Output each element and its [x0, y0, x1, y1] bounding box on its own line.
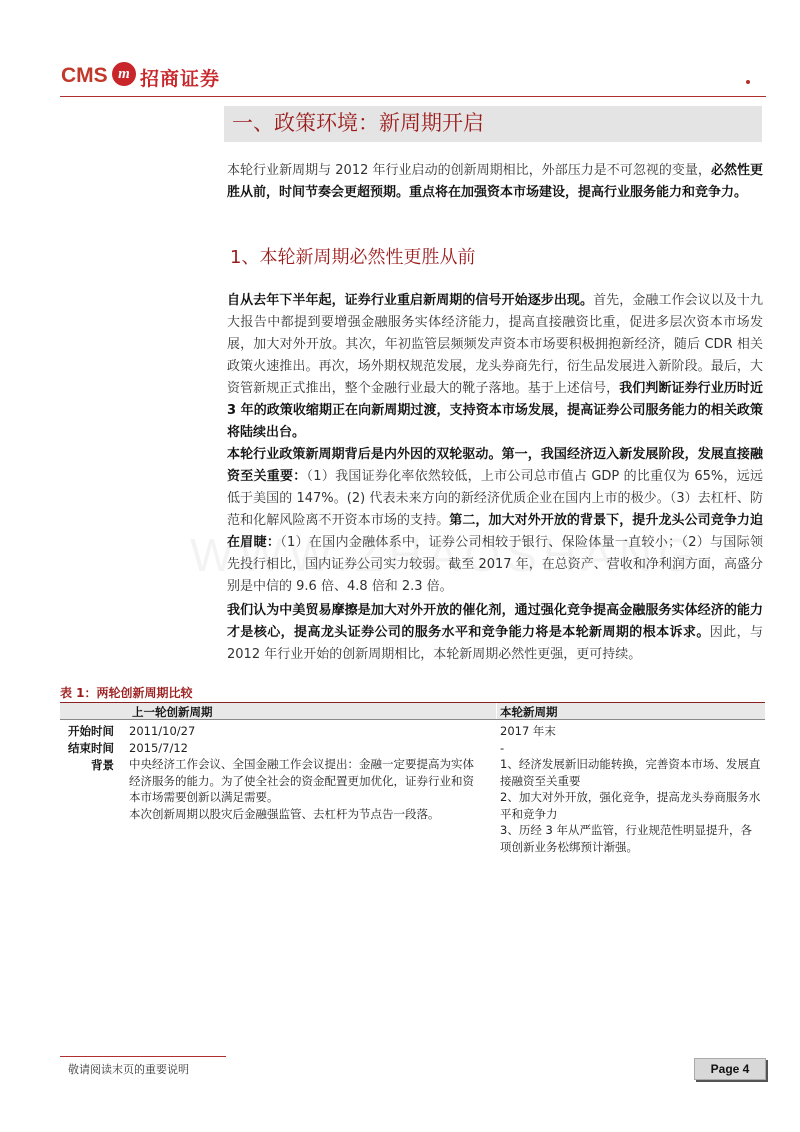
intro-bold-text: 必然性更胜从前，时间节奏会更超预期。重点将在加强资本市场建设，提高行业服务能力和竞争力。 [227, 163, 763, 200]
footer-note: 敬请阅读末页的重要说明 [68, 1063, 189, 1076]
paragraph-3 [227, 600, 763, 666]
background-prev-2: 本次创新周期以股灾后金融强监管、去杠杆为节点告一段落。 [129, 806, 440, 821]
paragraph-2 [227, 444, 763, 598]
p1-bold-lead: 自从去年下半年起，证券行业重启新周期的信号开始逐步出现。 [227, 293, 594, 308]
background-curr-1: 1、经济发展新旧动能转换，完善资本市场、发展直接融资至关重要 [500, 757, 761, 788]
p1-body: 首先，金融工作会议以及十九大报告中都提到要增强金融服务实体经济能力，提高直接融资比重，促进多层次资本市场发展，加大对外开放。其次，年初监管层频频发声资本市场要积极拥抱新经济，随后 CDR 相关政策火速推出。再次，场外期权规范发展，龙头券商先行，衍生品发展进入新阶段。最后，大资管新规正式推出，整个金融行业最大的靴子落地。基于上述信号， [227, 293, 763, 396]
row-label-end: 结束时间 [68, 741, 114, 755]
background-curr-2: 2、加大对外开放，强化竞争，提高龙头券商服务水平和竞争力 [500, 790, 761, 821]
cell-background-prev [129, 756, 479, 822]
cell-background-curr [500, 756, 762, 855]
cell-end-prev: 2015/7/12 [129, 741, 188, 755]
p2-bold-second: 第二，加大对外开放的背景下，提升龙头公司竞争力迫在眉睫： [227, 513, 763, 550]
logo-mark-icon: m [112, 62, 136, 86]
header-divider [60, 96, 766, 97]
subsection-title: 1、本轮新周期必然性更胜从前 [230, 247, 476, 268]
paragraph-1 [227, 290, 763, 444]
logo-chinese-text: 招商证券 [140, 68, 221, 90]
p3-bold: 我们认为中美贸易摩擦是加大对外开放的催化剂，通过强化竞争提高金融服务实体经济的能力才是核心，提高龙头证券公司的服务水平和竞争能力将是本轮新周期的根本诉求。 [227, 603, 763, 640]
intro-normal-text: 本轮行业新周期与 2012 年行业启动的创新周期相比，外部压力是不可忽视的变量， [227, 163, 711, 178]
background-prev-1: 中央经济工作会议、全国金融工作会议提出：金融一定要提高为实体经济服务的能力。为了使全社会的资金配置更加优化，证券行业和资本市场需要创新以满足需要。 [129, 757, 474, 804]
section-title: 一、政策环境：新周期开启 [232, 111, 484, 135]
table-header-rule [60, 719, 765, 720]
cell-end-curr: - [500, 741, 505, 755]
logo-cms-text: CMS [61, 64, 108, 87]
intro-paragraph [227, 160, 763, 204]
row-label-start: 开始时间 [68, 724, 114, 738]
cell-start-prev: 2011/10/27 [129, 724, 196, 738]
table-header-curr: 本轮新周期 [500, 705, 558, 719]
background-curr-3: 3、历经 3 年从严监管，行业规范性明显提升，各项创新业务松绑预计渐强。 [500, 823, 752, 854]
cell-start-curr: 2017 年末 [500, 724, 556, 738]
p3-body: 因此，与 2012 年行业开始的创新周期相比，本轮新周期必然性更强，更可持续。 [227, 625, 763, 662]
p2-body-a: （1）我国证券化率依然较低，上市公司总市值占 GDP 的比重仅为 65%，远远低于美国的 147%。(2) 代表未来方向的新经济优质企业在国内上市的极少。（3）去杠杆、防范和化解风险离不开资本市场的支持。 [227, 469, 763, 528]
row-label-background: 背景 [91, 758, 114, 772]
p1-bold-conclusion: 我们判断证券行业历时近 3 年的政策收缩期正在向新周期过渡，支持资本市场发展，提高证券公司服务能力的相关政策将陆续出台。 [227, 381, 763, 440]
table-header-divider [496, 703, 497, 719]
header-dot [746, 80, 750, 84]
p2-body-b: （1）在国内金融体系中，证券公司相较于银行、保险体量一直较小；（2）与国际领先投行相比，国内证券公司实力较弱。截至 2017 年，在总资产、营收和净利润方面，高盛分别是中信的 9.6 倍、4.8 倍和 2.3 倍。 [227, 535, 763, 594]
table-caption: 表 1：两轮创新周期比较 [60, 686, 193, 700]
p2-bold-lead: 本轮行业政策新周期背后是内外因的双轮驱动。第一，我国经济迈入新发展阶段，发展直接融资至关重要： [227, 447, 763, 484]
page-number: Page 4 [694, 1058, 766, 1080]
footer-divider [60, 1056, 226, 1057]
table-header-prev: 上一轮创新周期 [132, 705, 213, 719]
